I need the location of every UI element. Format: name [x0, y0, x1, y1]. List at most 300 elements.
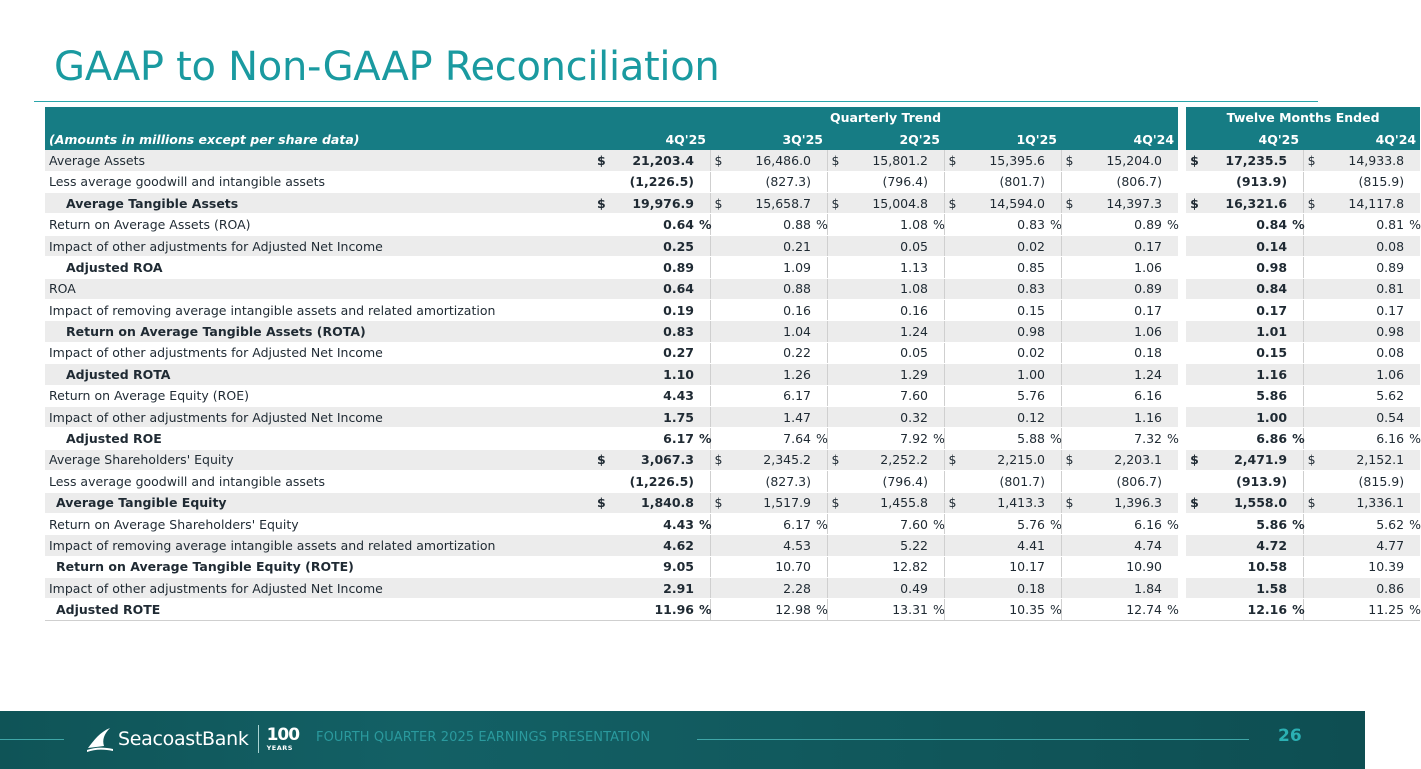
cell-ttm-4q24-value: 10.39: [1319, 556, 1406, 577]
cell-4q24-value: 1.16: [1077, 406, 1164, 427]
cell-4q24-currency-sign: [1061, 278, 1077, 299]
cell-2q25-value: 2,252.2: [843, 449, 930, 470]
cell-1q25-value: (801.7): [960, 471, 1047, 492]
cell-2q25-currency-sign: [827, 214, 843, 235]
cell-4q25-value: 0.19: [609, 300, 696, 321]
table-row: [45, 578, 1420, 599]
cell-2q25-percent-sign: %: [930, 214, 944, 235]
cell-2q25-percent-sign: [930, 193, 944, 214]
cell-ttm-4q24-percent-sign: [1406, 300, 1420, 321]
table-row: [45, 171, 1420, 192]
cell-1q25-currency-sign: [944, 599, 960, 620]
cell-3q25-value: 1,517.9: [726, 492, 813, 513]
cell-2q25-value: 7.92: [843, 428, 930, 449]
cell-4q24-percent-sign: [1164, 342, 1178, 363]
reconciliation-table: [45, 107, 1420, 621]
cell-1q25-currency-sign: [944, 235, 960, 256]
cell-ttm-4q24-value: 1,336.1: [1319, 492, 1406, 513]
cell-ttm-4q24-value: 0.98: [1319, 321, 1406, 342]
years-label: YEARS: [266, 743, 293, 752]
cell-4q25-currency-sign: [593, 257, 609, 278]
cell-4q24-currency-sign: [1061, 471, 1077, 492]
cell-4q25-percent-sign: [696, 300, 710, 321]
cell-4q24-percent-sign: [1164, 535, 1178, 556]
row-label: Impact of other adjustments for Adjusted Net Income: [45, 235, 593, 256]
cell-ttm-4q25-currency-sign: [1186, 214, 1202, 235]
cell-2q25-value: 1.29: [843, 364, 930, 385]
cell-1q25-percent-sign: [1047, 342, 1061, 363]
cell-3q25-currency-sign: [710, 257, 726, 278]
cell-ttm-4q24-percent-sign: [1406, 342, 1420, 363]
cell-4q25-percent-sign: %: [696, 599, 710, 620]
cell-2q25-value: 1,455.8: [843, 492, 930, 513]
row-label: Adjusted ROE: [45, 428, 593, 449]
cell-3q25-currency-sign: [710, 599, 726, 620]
cell-4q25-currency-sign: [593, 578, 609, 599]
presentation-title: FOURTH QUARTER 2025 EARNINGS PRESENTATION: [316, 730, 651, 745]
cell-1q25-percent-sign: [1047, 364, 1061, 385]
cell-3q25-currency-sign: [710, 556, 726, 577]
cell-3q25-currency-sign: [710, 578, 726, 599]
cell-2q25-currency-sign: [827, 578, 843, 599]
cell-4q25-percent-sign: %: [696, 513, 710, 534]
cell-4q24-currency-sign: [1061, 535, 1077, 556]
cell-4q24-value: 4.74: [1077, 535, 1164, 556]
row-label: Impact of removing average intangible assets and related amortization: [45, 535, 593, 556]
cell-ttm-4q24-value: 5.62: [1319, 513, 1406, 534]
cell-3q25-value: 1.26: [726, 364, 813, 385]
cell-ttm-4q25-value: 1.58: [1202, 578, 1289, 599]
cell-ttm-4q24-percent-sign: [1406, 321, 1420, 342]
cell-2q25-percent-sign: [930, 342, 944, 363]
cell-4q24-percent-sign: [1164, 578, 1178, 599]
cell-ttm-4q24-currency-sign: [1303, 471, 1319, 492]
cell-2q25-value: (796.4): [843, 171, 930, 192]
cell-4q24-value: 0.17: [1077, 300, 1164, 321]
cell-2q25-value: 1.08: [843, 278, 930, 299]
cell-3q25-value: 2.28: [726, 578, 813, 599]
cell-ttm-4q24-currency-sign: [1303, 321, 1319, 342]
cell-ttm-4q25-value: 16,321.6: [1202, 193, 1289, 214]
cell-ttm-4q24-currency-sign: $: [1303, 193, 1319, 214]
cell-4q25-percent-sign: %: [696, 214, 710, 235]
cell-1q25-currency-sign: $: [944, 492, 960, 513]
cell-1q25-currency-sign: [944, 385, 960, 406]
cell-ttm-4q25-value: (913.9): [1202, 471, 1289, 492]
page-title: GAAP to Non-GAAP Reconciliation: [54, 44, 720, 90]
cell-4q24-percent-sign: %: [1164, 513, 1178, 534]
cell-2q25-percent-sign: [930, 556, 944, 577]
cell-4q25-currency-sign: $: [593, 150, 609, 171]
cell-3q25-percent-sign: %: [813, 513, 827, 534]
cell-ttm-4q25-value: 0.15: [1202, 342, 1289, 363]
cell-1q25-value: 15,395.6: [960, 150, 1047, 171]
cell-4q25-percent-sign: [696, 471, 710, 492]
cell-1q25-currency-sign: [944, 321, 960, 342]
cell-ttm-4q24-value: 4.77: [1319, 535, 1406, 556]
cell-3q25-percent-sign: [813, 578, 827, 599]
cell-ttm-4q24-currency-sign: [1303, 300, 1319, 321]
cell-3q25-percent-sign: %: [813, 599, 827, 620]
cell-ttm-4q24-value: 14,933.8: [1319, 150, 1406, 171]
cell-2q25-percent-sign: %: [930, 428, 944, 449]
cell-4q24-currency-sign: [1061, 257, 1077, 278]
cell-2q25-percent-sign: %: [930, 599, 944, 620]
cell-4q24-percent-sign: [1164, 235, 1178, 256]
cell-1q25-value: 10.17: [960, 556, 1047, 577]
cell-ttm-4q25-value: 10.58: [1202, 556, 1289, 577]
table-row: [45, 513, 1420, 534]
cell-3q25-value: 0.22: [726, 342, 813, 363]
cell-3q25-value: 4.53: [726, 535, 813, 556]
footer-line-right: [697, 739, 1249, 740]
cell-2q25-value: 0.32: [843, 406, 930, 427]
cell-3q25-percent-sign: [813, 556, 827, 577]
cell-ttm-4q24-value: 14,117.8: [1319, 193, 1406, 214]
cell-1q25-percent-sign: [1047, 449, 1061, 470]
table-row: [45, 321, 1420, 342]
cell-2q25-percent-sign: [930, 492, 944, 513]
row-label: Impact of other adjustments for Adjusted Net Income: [45, 578, 593, 599]
cell-2q25-value: (796.4): [843, 471, 930, 492]
cell-4q24-percent-sign: [1164, 492, 1178, 513]
cell-ttm-4q25-value: 0.84: [1202, 278, 1289, 299]
cell-2q25-value: 1.13: [843, 257, 930, 278]
cell-1q25-currency-sign: [944, 535, 960, 556]
cell-4q25-currency-sign: [593, 385, 609, 406]
cell-4q24-value: 0.17: [1077, 235, 1164, 256]
cell-4q25-currency-sign: [593, 171, 609, 192]
cell-ttm-4q24-percent-sign: [1406, 385, 1420, 406]
cell-4q25-percent-sign: [696, 150, 710, 171]
cell-ttm-4q25-value: 0.14: [1202, 235, 1289, 256]
cell-4q24-value: 14,397.3: [1077, 193, 1164, 214]
cell-1q25-value: 1,413.3: [960, 492, 1047, 513]
cell-2q25-percent-sign: [930, 364, 944, 385]
cell-ttm-4q24-percent-sign: [1406, 471, 1420, 492]
seacoast-logo: [86, 723, 299, 755]
cell-4q24-value: 7.32: [1077, 428, 1164, 449]
cell-2q25-percent-sign: %: [930, 513, 944, 534]
cell-ttm-4q25-percent-sign: [1289, 342, 1303, 363]
cell-ttm-4q24-currency-sign: [1303, 385, 1319, 406]
cell-4q24-percent-sign: [1164, 150, 1178, 171]
cell-1q25-value: 5.76: [960, 385, 1047, 406]
cell-3q25-value: 1.04: [726, 321, 813, 342]
cell-ttm-4q25-currency-sign: $: [1186, 449, 1202, 470]
cell-ttm-4q25-percent-sign: [1289, 492, 1303, 513]
cell-ttm-4q25-percent-sign: [1289, 193, 1303, 214]
centennial-badge: [266, 724, 300, 752]
cell-3q25-percent-sign: [813, 193, 827, 214]
cell-ttm-4q24-value: 0.89: [1319, 257, 1406, 278]
cell-1q25-currency-sign: [944, 578, 960, 599]
cell-2q25-percent-sign: [930, 257, 944, 278]
cell-ttm-4q25-percent-sign: [1289, 321, 1303, 342]
cell-3q25-value: 0.88: [726, 214, 813, 235]
table-row: [45, 599, 1420, 620]
cell-ttm-4q25-value: 12.16: [1202, 599, 1289, 620]
cell-4q25-value: 0.27: [609, 342, 696, 363]
cell-1q25-percent-sign: [1047, 471, 1061, 492]
cell-2q25-percent-sign: [930, 150, 944, 171]
cell-1q25-currency-sign: [944, 257, 960, 278]
cell-ttm-4q25-percent-sign: [1289, 449, 1303, 470]
cell-4q24-value: 12.74: [1077, 599, 1164, 620]
cell-ttm-4q24-value: 0.08: [1319, 342, 1406, 363]
cell-ttm-4q24-percent-sign: [1406, 235, 1420, 256]
cell-3q25-currency-sign: $: [710, 150, 726, 171]
cell-4q25-currency-sign: $: [593, 193, 609, 214]
cell-ttm-4q24-currency-sign: [1303, 513, 1319, 534]
cell-3q25-value: 6.17: [726, 385, 813, 406]
row-label: Adjusted ROA: [45, 257, 593, 278]
cell-4q25-value: 6.17: [609, 428, 696, 449]
cell-3q25-value: (827.3): [726, 471, 813, 492]
cell-4q24-value: 1.24: [1077, 364, 1164, 385]
column-header-2q25: 2Q'25: [827, 128, 944, 149]
cell-4q24-percent-sign: %: [1164, 214, 1178, 235]
cell-ttm-4q25-percent-sign: [1289, 171, 1303, 192]
cell-2q25-currency-sign: [827, 385, 843, 406]
cell-4q25-percent-sign: [696, 364, 710, 385]
cell-ttm-4q24-percent-sign: [1406, 449, 1420, 470]
cell-ttm-4q24-currency-sign: [1303, 364, 1319, 385]
footer-bar: [0, 711, 1365, 769]
cell-ttm-4q25-currency-sign: [1186, 578, 1202, 599]
cell-ttm-4q25-percent-sign: [1289, 406, 1303, 427]
cell-1q25-currency-sign: [944, 342, 960, 363]
cell-1q25-percent-sign: [1047, 171, 1061, 192]
cell-4q25-percent-sign: [696, 257, 710, 278]
cell-4q24-currency-sign: [1061, 428, 1077, 449]
cell-3q25-percent-sign: [813, 235, 827, 256]
cell-4q24-currency-sign: [1061, 406, 1077, 427]
cell-3q25-value: 7.64: [726, 428, 813, 449]
cell-1q25-value: 0.85: [960, 257, 1047, 278]
cell-4q25-currency-sign: [593, 364, 609, 385]
row-label: Impact of other adjustments for Adjusted Net Income: [45, 342, 593, 363]
quarterly-trend-header: Quarterly Trend: [593, 107, 1178, 128]
table-row: [45, 300, 1420, 321]
cell-3q25-percent-sign: [813, 535, 827, 556]
cell-1q25-percent-sign: [1047, 235, 1061, 256]
cell-2q25-value: 0.05: [843, 342, 930, 363]
cell-ttm-4q24-percent-sign: %: [1406, 428, 1420, 449]
cell-ttm-4q24-percent-sign: [1406, 492, 1420, 513]
cell-3q25-value: 1.47: [726, 406, 813, 427]
cell-1q25-value: 0.02: [960, 342, 1047, 363]
cell-ttm-4q25-percent-sign: [1289, 257, 1303, 278]
cell-1q25-currency-sign: [944, 471, 960, 492]
cell-2q25-value: 1.24: [843, 321, 930, 342]
table-row: [45, 492, 1420, 513]
cell-4q25-value: 0.25: [609, 235, 696, 256]
cell-4q25-percent-sign: [696, 449, 710, 470]
row-label: Return on Average Assets (ROA): [45, 214, 593, 235]
cell-3q25-currency-sign: [710, 278, 726, 299]
cell-ttm-4q24-currency-sign: $: [1303, 150, 1319, 171]
cell-ttm-4q25-value: 5.86: [1202, 513, 1289, 534]
cell-3q25-currency-sign: [710, 300, 726, 321]
cell-ttm-4q25-value: 1.01: [1202, 321, 1289, 342]
table-row: [45, 257, 1420, 278]
cell-3q25-currency-sign: $: [710, 449, 726, 470]
cell-4q24-percent-sign: [1164, 171, 1178, 192]
cell-3q25-value: 16,486.0: [726, 150, 813, 171]
cell-4q24-currency-sign: [1061, 599, 1077, 620]
cell-2q25-percent-sign: [930, 406, 944, 427]
cell-ttm-4q25-value: 0.84: [1202, 214, 1289, 235]
table-row: [45, 471, 1420, 492]
cell-ttm-4q25-currency-sign: [1186, 428, 1202, 449]
cell-1q25-percent-sign: [1047, 278, 1061, 299]
cell-3q25-currency-sign: $: [710, 193, 726, 214]
cell-2q25-percent-sign: [930, 535, 944, 556]
cell-ttm-4q25-currency-sign: [1186, 300, 1202, 321]
cell-4q24-value: 2,203.1: [1077, 449, 1164, 470]
cell-1q25-percent-sign: [1047, 257, 1061, 278]
table-row: [45, 449, 1420, 470]
table-row: [45, 385, 1420, 406]
cell-4q24-value: 15,204.0: [1077, 150, 1164, 171]
cell-1q25-currency-sign: $: [944, 449, 960, 470]
cell-ttm-4q25-currency-sign: [1186, 235, 1202, 256]
cell-3q25-value: 12.98: [726, 599, 813, 620]
cell-2q25-value: 15,801.2: [843, 150, 930, 171]
cell-4q24-percent-sign: [1164, 321, 1178, 342]
cell-ttm-4q25-percent-sign: %: [1289, 428, 1303, 449]
table-row: [45, 535, 1420, 556]
cell-2q25-currency-sign: [827, 535, 843, 556]
cell-4q25-value: 19,976.9: [609, 193, 696, 214]
cell-4q24-currency-sign: [1061, 513, 1077, 534]
cell-ttm-4q25-percent-sign: %: [1289, 599, 1303, 620]
table-row: [45, 428, 1420, 449]
cell-2q25-percent-sign: [930, 321, 944, 342]
cell-4q24-currency-sign: [1061, 364, 1077, 385]
cell-1q25-value: 0.12: [960, 406, 1047, 427]
cell-4q25-value: 4.43: [609, 385, 696, 406]
cell-2q25-value: 1.08: [843, 214, 930, 235]
cell-ttm-4q24-value: 0.81: [1319, 214, 1406, 235]
cell-3q25-currency-sign: $: [710, 492, 726, 513]
cell-ttm-4q25-currency-sign: [1186, 385, 1202, 406]
cell-ttm-4q24-percent-sign: [1406, 257, 1420, 278]
cell-3q25-currency-sign: [710, 406, 726, 427]
title-divider: [34, 101, 1318, 102]
cell-ttm-4q24-value: 0.54: [1319, 406, 1406, 427]
cell-1q25-currency-sign: [944, 300, 960, 321]
cell-ttm-4q25-currency-sign: [1186, 278, 1202, 299]
cell-ttm-4q25-value: 2,471.9: [1202, 449, 1289, 470]
cell-4q25-percent-sign: [696, 278, 710, 299]
cell-ttm-4q25-currency-sign: [1186, 471, 1202, 492]
cell-1q25-currency-sign: [944, 556, 960, 577]
cell-4q24-value: (806.7): [1077, 471, 1164, 492]
cell-4q25-currency-sign: [593, 428, 609, 449]
cell-ttm-4q24-percent-sign: [1406, 364, 1420, 385]
cell-4q24-currency-sign: [1061, 321, 1077, 342]
cell-ttm-4q24-currency-sign: [1303, 257, 1319, 278]
cell-ttm-4q24-percent-sign: %: [1406, 599, 1420, 620]
cell-2q25-currency-sign: [827, 406, 843, 427]
cell-1q25-currency-sign: [944, 428, 960, 449]
cell-ttm-4q24-currency-sign: [1303, 556, 1319, 577]
cell-4q24-percent-sign: %: [1164, 599, 1178, 620]
footer-line-left: [0, 739, 64, 740]
cell-ttm-4q24-value: 0.08: [1319, 235, 1406, 256]
cell-2q25-currency-sign: [827, 257, 843, 278]
cell-ttm-4q25-percent-sign: [1289, 471, 1303, 492]
cell-1q25-currency-sign: [944, 278, 960, 299]
years-number: 100: [266, 724, 300, 745]
cell-4q25-currency-sign: $: [593, 492, 609, 513]
cell-2q25-currency-sign: [827, 342, 843, 363]
cell-4q25-currency-sign: [593, 406, 609, 427]
table-row: [45, 556, 1420, 577]
cell-1q25-currency-sign: [944, 513, 960, 534]
cell-2q25-value: 5.22: [843, 535, 930, 556]
cell-2q25-currency-sign: $: [827, 193, 843, 214]
cell-3q25-percent-sign: [813, 257, 827, 278]
cell-4q24-currency-sign: [1061, 300, 1077, 321]
cell-3q25-percent-sign: [813, 300, 827, 321]
cell-ttm-4q24-value: 5.62: [1319, 385, 1406, 406]
cell-ttm-4q25-currency-sign: [1186, 171, 1202, 192]
cell-3q25-value: 10.70: [726, 556, 813, 577]
cell-1q25-percent-sign: %: [1047, 513, 1061, 534]
row-label: Adjusted ROTA: [45, 364, 593, 385]
cell-3q25-currency-sign: [710, 214, 726, 235]
cell-4q24-percent-sign: [1164, 193, 1178, 214]
cell-4q24-value: (806.7): [1077, 171, 1164, 192]
cell-1q25-value: 0.02: [960, 235, 1047, 256]
cell-ttm-4q25-currency-sign: $: [1186, 193, 1202, 214]
cell-3q25-percent-sign: [813, 492, 827, 513]
row-label: Impact of removing average intangible assets and related amortization: [45, 300, 593, 321]
cell-ttm-4q24-currency-sign: [1303, 342, 1319, 363]
cell-4q24-currency-sign: $: [1061, 449, 1077, 470]
cell-1q25-currency-sign: $: [944, 193, 960, 214]
cell-4q25-currency-sign: [593, 321, 609, 342]
cell-ttm-4q25-percent-sign: [1289, 278, 1303, 299]
row-label: Return on Average Equity (ROE): [45, 385, 593, 406]
logo-divider: [258, 725, 259, 753]
cell-ttm-4q24-value: 6.16: [1319, 428, 1406, 449]
page-number: 26: [1278, 726, 1302, 746]
cell-ttm-4q24-percent-sign: [1406, 406, 1420, 427]
cell-ttm-4q25-value: 1.16: [1202, 364, 1289, 385]
cell-1q25-value: 0.18: [960, 578, 1047, 599]
cell-1q25-percent-sign: %: [1047, 428, 1061, 449]
cell-3q25-percent-sign: [813, 321, 827, 342]
cell-4q24-currency-sign: [1061, 214, 1077, 235]
cell-4q24-value: 10.90: [1077, 556, 1164, 577]
cell-1q25-currency-sign: [944, 406, 960, 427]
cell-2q25-percent-sign: [930, 385, 944, 406]
cell-ttm-4q24-value: 0.86: [1319, 578, 1406, 599]
cell-1q25-percent-sign: [1047, 556, 1061, 577]
cell-1q25-percent-sign: [1047, 535, 1061, 556]
cell-4q25-value: (1,226.5): [609, 171, 696, 192]
cell-ttm-4q25-value: 17,235.5: [1202, 150, 1289, 171]
cell-3q25-currency-sign: [710, 364, 726, 385]
cell-4q24-currency-sign: [1061, 235, 1077, 256]
cell-1q25-percent-sign: [1047, 193, 1061, 214]
cell-ttm-4q24-currency-sign: [1303, 578, 1319, 599]
cell-4q25-value: 0.83: [609, 321, 696, 342]
